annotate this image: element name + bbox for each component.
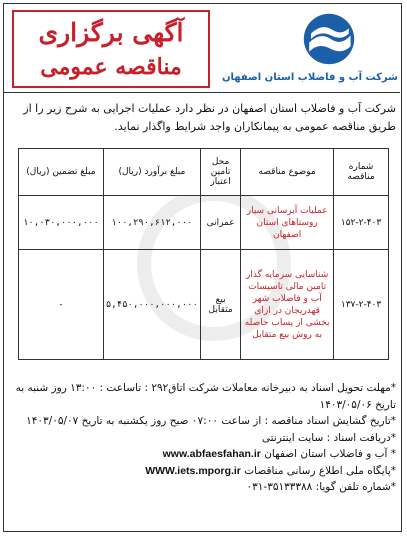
title-line-2: مناقصه عمومی — [40, 54, 182, 80]
phone-note: *شماره تلفن گویا: ۳۵۱۳۳۳۸۸-۰۳۱ — [246, 481, 396, 493]
header-guarantee-amount: مبلغ تضمین (ریال) — [19, 149, 104, 196]
documents-note: *دریافت اسناد : سایت اینترنتی — [261, 431, 396, 444]
funding-source: عمرانی — [200, 196, 240, 250]
tender-subject: عملیات آبرسانی سیار روستاهای استان اصفهان — [241, 196, 334, 250]
deadline-note: *مهلت تحویل اسناد به دبیرخانه معاملات شرکت اتاق۲۹۲ : تاساعت : ۱۳:۰۰ روز شنبه به تاریخ ۱۴۰۳/۰۵/۰۶ — [15, 382, 396, 411]
tender-number: ۱۵۲-۲-۴۰۳ — [334, 196, 389, 250]
advertisement-frame — [3, 3, 402, 532]
title-box — [12, 10, 210, 88]
tender-table — [18, 148, 389, 360]
tender-portal-link[interactable]: WWW.iets.mporg.ir — [145, 464, 241, 477]
notes-section — [12, 380, 396, 496]
tender-subject: شناسایی سرمایه گذار تامین مالی تاسیسات آب و فاضلاب شهر قهدریجان در ازای بخشی از پساب حاصله به روش بیع متقابل — [241, 250, 334, 360]
guarantee-amount: ۱۰,۰۳۰,۰۰۰,۰۰۰ — [19, 196, 104, 250]
company-name: شرکت آب و فاضلاب استان اصفهان — [222, 72, 398, 83]
estimate-amount: ۵,۴۵۰,۰۰۰,۰۰۰,۰۰۰ — [103, 250, 200, 360]
company-website-link[interactable]: www.abfaesfahan.ir — [162, 448, 261, 460]
header-estimate-amount: مبلغ برآورد (ریال) — [103, 149, 200, 196]
estimate-amount: ۱۰۰,۲۹۰,۶۱۲,۰۰۰ — [103, 196, 200, 250]
tender-portal-note — [12, 463, 396, 480]
tender-number: ۱۳۷-۲-۴۰۳ — [334, 250, 389, 360]
header-funding-source: محل تامین اعتبار — [200, 149, 240, 196]
company-website-label: * آب و فاضلاب استان اصفهان — [264, 448, 396, 460]
table-header-row — [19, 149, 389, 196]
opening-date-note: *تاریخ گشایش اسناد مناقصه : از ساعت ۰۷:۰۰ صبح روز یکشنبه به تاریخ ۱۴۰۳/۰۵/۰۷ — [26, 415, 396, 427]
tender-portal-label: *پایگاه ملی اطلاع رسانی مناقصات — [244, 464, 396, 477]
company-website-note — [12, 446, 396, 463]
table-row — [19, 250, 389, 360]
intro-text: شرکت آب و فاضلاب استان اصفهان در نظر دارد عملیات اجرایی به شرح زیر را از طریق مناقصه عمومی به پیمانکاران واجد شرایط واگذار نماید. — [23, 102, 396, 133]
header-tender-number: شماره مناقصه — [334, 149, 389, 196]
table-row — [19, 196, 389, 250]
guarantee-amount: - — [19, 250, 104, 360]
funding-source: بیع متقابل — [200, 250, 240, 360]
title-line-1: آگهی برگزاری — [38, 18, 184, 47]
header-tender-subject: موضوع مناقصه — [241, 149, 334, 196]
header — [4, 4, 400, 93]
water-drop-logo-icon — [302, 12, 356, 66]
tender-table-wrapper — [18, 148, 389, 360]
